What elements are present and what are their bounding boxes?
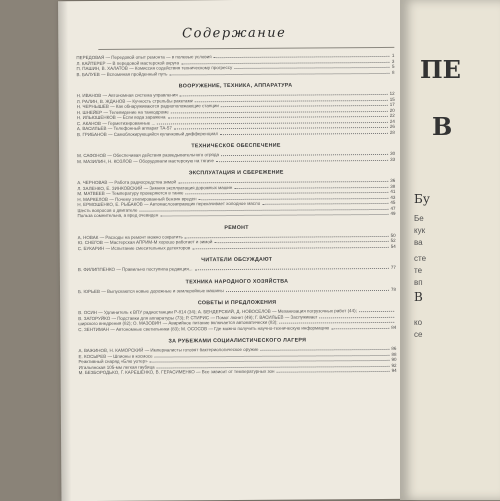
toc-entry-title: М. БЕЗБОРОДЬКО, Г. КАРЕШЕНКО, В. ГЕРАСИМЕНКО — Все зависит от температурных зон (78, 368, 275, 376)
toc-entry-title: Польза сомнительна, а вред очевиден (77, 212, 159, 219)
section-heading: ЗА РУБЕЖАМИ СОЦИАЛИСТИЧЕСКОГО ЛАГЕРЯ (168, 337, 307, 345)
toc-entry-page: 54 (390, 243, 396, 249)
toc-entry-title: В. ОСИН — Удлинитель к ВПУ радиостанции Р-814 (34); А. БЕНДЕРСКИЙ, Д. НОВОСЕЛОВ — Механизация погрузочных работ (44); (78, 308, 357, 316)
toc-entry-page: 24 (389, 118, 395, 124)
toc-entry (79, 368, 397, 376)
toc-entry-title: В. ГРИБАНОВ — Самоблокирующийся кулачковый дифференциал (76, 130, 219, 137)
toc-entry-page: 52 (390, 237, 396, 243)
toc-entry-page: 15 (389, 96, 395, 102)
facing-text-fragment: Бе (414, 214, 424, 223)
page-gutter (58, 1, 71, 501)
toc-entry (78, 324, 396, 332)
toc-entry-title: А. ВАЖИНОВ, Н. КАМОРСКИЙ — Империалисты готовят бактериологическое оружие (78, 346, 259, 354)
toc-entry-title: Б. ЮРЬЕВ — Выпускаются новые дорожные и землеройные машины (78, 287, 224, 294)
dot-leader (160, 214, 388, 217)
dot-leader (331, 328, 389, 329)
facing-page (400, 0, 500, 500)
dot-leader (226, 290, 389, 292)
toc-entry-title: М. САФОНОВ — Обеспечивая действия разведывательного отряда (77, 152, 220, 159)
toc-entry-title: Н. ИЛЬЮШЕНКОВ — Если вода заражена (76, 114, 166, 121)
toc-entry-page: 43 (390, 194, 396, 200)
toc-entry-page: 45 (390, 199, 396, 205)
toc-entry-title: М. МАЗИЛИН, Н. КОЗЛОВ — Оборудовали мастерскую на тягаче (77, 157, 214, 164)
toc-entry-page: 47 (390, 205, 396, 211)
toc-entry-page: 49 (390, 210, 396, 216)
dot-leader (359, 311, 394, 312)
toc-entry-title: А. ЧЕРНОВАВ — Работа радиосредства зимой (77, 179, 177, 186)
toc-entry-title: Л. РАЛИН, В. ЖДАНОВ — Кучность стрельбы ракетами (76, 97, 194, 104)
toc-entry-page: 5 (391, 63, 395, 69)
facing-text-fragment: ва (414, 238, 423, 247)
toc-entry-title: Н. ЧЕРНЫШЕВ — Как обнаруживаются радиоположающие станции (76, 103, 219, 110)
toc-content (76, 53, 396, 376)
dot-leader (220, 133, 388, 135)
facing-text-fragment: те (414, 266, 423, 275)
toc-entry-page: 41 (390, 188, 396, 194)
toc-entry-page: 77 (390, 264, 396, 270)
toc-entry-page: 88 (391, 351, 397, 357)
toc-entry-page: 8 (391, 69, 395, 75)
toc-entry-page: 50 (390, 232, 396, 238)
toc-entry-page: 38 (390, 183, 396, 189)
toc-entry-title: Н. ШНЕЙЕР — Телевидение на танкодроме (76, 108, 169, 115)
toc-entry-title: В. ФИЛИППЕНКО — Правильно поступила редакция... (77, 266, 193, 273)
dot-leader (216, 160, 388, 162)
toc-entry-title: ширского внедрения (82); О. МАЗОВИН — Аварийное питание включается автоматически (83); (78, 319, 278, 327)
section-heading: РЕМОНТ (224, 224, 249, 231)
section-heading: ТЕХНИКА НАРОДНОГО ХОЗЯЙСТВА (185, 278, 289, 285)
toc-entry-page: 26 (389, 123, 395, 129)
toc-entry (76, 69, 394, 77)
toc-entry-title: Н. ИВАНОВ — Автономная система управления (76, 92, 178, 99)
toc-entry-title: Л. КАЙТЕРЕР — В передовой мастерской округа (76, 59, 179, 66)
dot-leader (320, 317, 395, 319)
toc-entry-title: В. БАЛУЕВ — Вспоминая пройденный путь (76, 70, 168, 77)
toc-entry-title: Л. ЗАЛЕНКО, Е. ЗИНКОВСКИЙ — Зимняя эксплуатация дорожных машин (77, 184, 233, 191)
facing-text-fragment: сте (414, 254, 427, 263)
toc-entry-page: 30 (390, 150, 396, 156)
toc-entry-page: 17 (389, 101, 395, 107)
toc-entry-page: 36 (390, 177, 396, 183)
toc-entry-title: ПЕРЕДОВАЯ — Передовой опыт ремонта — в полевые условия (76, 54, 212, 61)
toc-entry-page: 12 (389, 90, 395, 96)
section-heading: ЭКСПЛУАТАЦИЯ И СБЕРЕЖЕНИЕ (188, 169, 284, 177)
toc-entry-page: 20 (389, 107, 395, 113)
facing-heading-fragment: ПЕ (420, 55, 461, 84)
toc-entry (78, 243, 396, 251)
toc-entry-title: В. ЗАГОРУЙКО — Подставки для аппаратуры (73); Р. СТИРИС — Помог люнет (49); Г. ВАСИЛЬЕВ — Заслуживает (78, 313, 318, 321)
toc-entry-page: 86 (391, 345, 397, 351)
section-heading: ЧИТАТЕЛИ ОБСУЖДАЮТ (201, 256, 273, 264)
toc-entry-title: Шесть вопросов о двигателе (77, 207, 138, 213)
facing-text-fragment: В (414, 290, 423, 304)
toc-entry-title: А. НОВАК — Расходы на ремонт можно сократить (77, 233, 183, 240)
section-heading: ТЕХНИЧЕСКОЕ ОБЕСПЕЧЕНИЕ (191, 142, 281, 150)
page-title: Содержание (182, 25, 287, 42)
toc-entry-page: 78 (390, 286, 397, 292)
toc-entry (78, 286, 396, 294)
toc-entry-title: Реактивный снаряд «Блю уотер» (78, 358, 148, 365)
section-heading: СОВЕТЫ И ПРЕДЛОЖЕНИЯ (197, 299, 277, 307)
dot-leader (192, 247, 388, 249)
facing-text-fragment: се (414, 330, 423, 339)
toc-entry-title: М. МАТВЕЕВ — Температуру проверяются в танке (77, 190, 184, 197)
facing-heading-fragment: В (432, 112, 453, 141)
facing-text-fragment: Бу (414, 192, 430, 206)
toc-entry-page: 84 (391, 324, 397, 330)
toc-entry-title: Н. ЕРМОШЕНКО, Е. РЫБАКОВ — Автомаслозаправщик перекачивает холодное масло (77, 200, 261, 208)
toc-entry-page: 94 (391, 367, 397, 373)
facing-text-fragment: вп (414, 278, 423, 287)
toc-entry-title: Н. МАРКЕЛОВ — Почему этилированный бензин вреден (77, 195, 197, 202)
facing-text-fragment: кук (414, 226, 426, 235)
toc-entry-page: 33 (390, 156, 396, 162)
toc-entry-page: 90 (391, 356, 397, 362)
toc-entry-page: 1 (391, 52, 395, 58)
toc-entry-title: Ю. СНЕГОВ — Мастерская АПРИМ-М хорошо работает и зимой (77, 239, 213, 246)
toc-entry-page: 92 (391, 362, 397, 368)
toc-entry-title: С. БУКАРИН — Испытание смесительных детекторов (77, 244, 191, 251)
toc-entry (77, 211, 395, 219)
toc-entry (77, 129, 395, 137)
title-divider (98, 47, 394, 50)
toc-page (58, 0, 413, 501)
toc-entry-title: С. ЗЕНТИМАН — Автономные светильники (83); М. ОСОСОВ — Где можно получить научно-техническую информацию (78, 324, 330, 332)
toc-entry-page: 22 (389, 112, 395, 118)
toc-entry (77, 156, 395, 164)
toc-entry (78, 265, 396, 273)
facing-text-fragment: ко (414, 318, 423, 327)
toc-entry-page: 28 (389, 129, 395, 135)
toc-entry-title: П. ПАШИН, В. ХАЛАТОВ — Комиссия содействия техническому прогрессу (76, 65, 233, 72)
dot-leader (195, 268, 389, 270)
toc-entry-page: 3 (391, 58, 395, 64)
dot-leader (169, 73, 390, 76)
toc-entry-title: Итальянская 105-мм легкая гаубица (78, 364, 155, 370)
dot-leader (277, 371, 390, 373)
toc-entry-title: С. АКАНОВ — Герметизированные ... (76, 120, 156, 126)
section-heading: ВООРУЖЕНИЕ, ТЕХНИКА, АППАРАТУРА (178, 82, 293, 90)
toc-entry-title: А. ВАСИЛЬЕВ — Телефонный аппарат ТА-57 (76, 125, 172, 132)
toc-entry-title: Е. КОСЫРЕВ — Шпионы в космосе (78, 353, 153, 359)
